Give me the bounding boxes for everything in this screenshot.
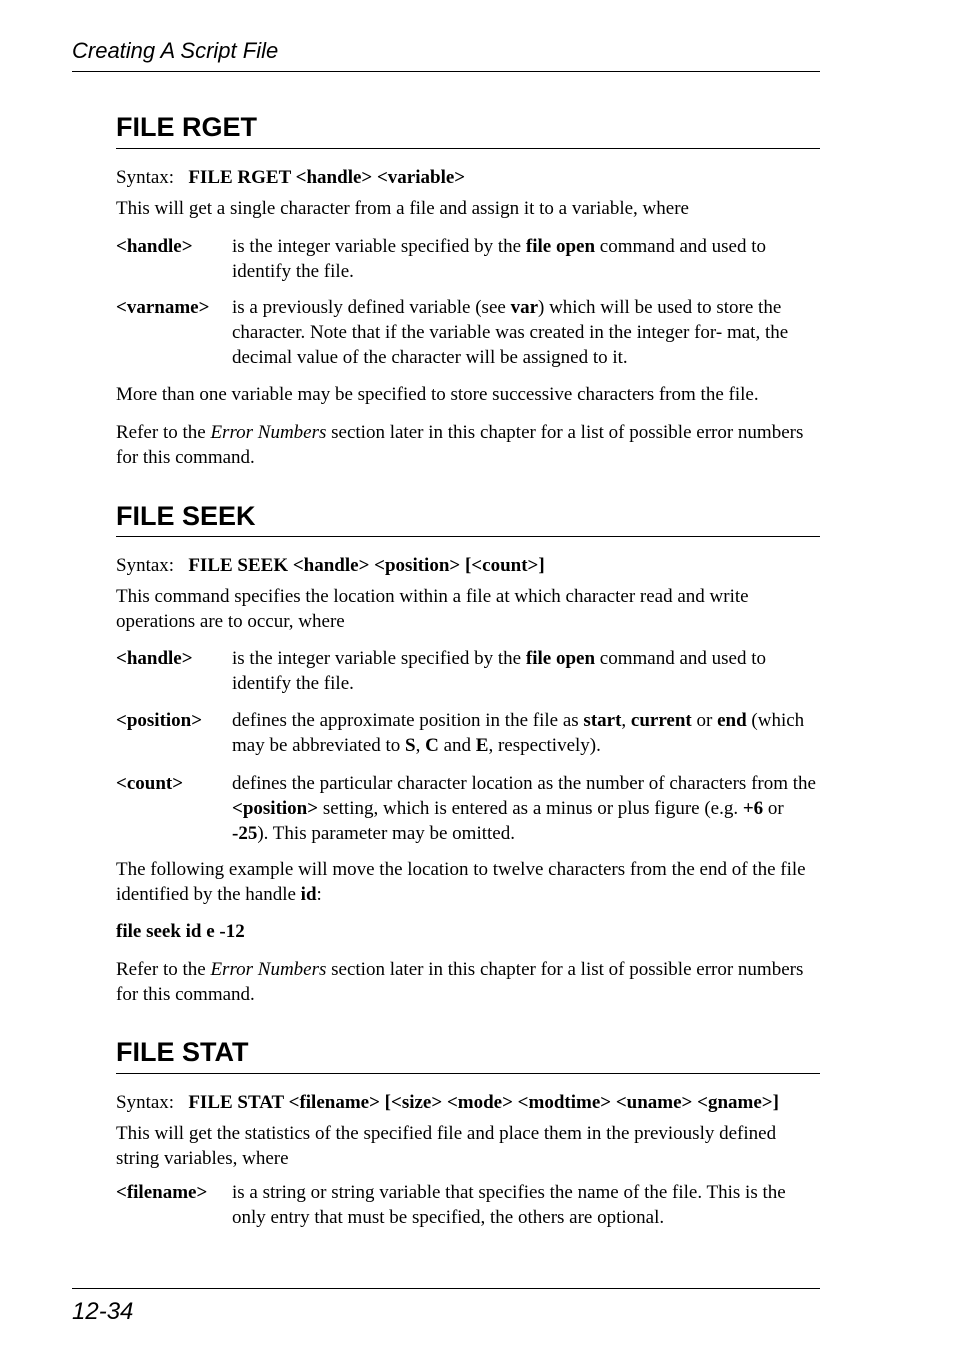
refer-text: Refer to the Error Numbers section later in this chapter for a list of possible error numbers for this command. (116, 959, 804, 1005)
param-description: is a string or string variable that specifies the name of the file. This is the only entry that must be specified, the others are optional. (232, 1182, 786, 1228)
syntax-command: FILE RGET <handle> <variable> (188, 167, 466, 188)
syntax-label: Syntax: (116, 555, 175, 576)
param-description: defines the particular character location as the number of characters from the <position> setting, which is entered as a minus or plus figure (e.g. +6 or -25). This parameter may be omitted. (232, 773, 816, 844)
code-example: file seek id e -12 (116, 921, 245, 942)
page-number: 12-34 (72, 1298, 134, 1325)
header-rule (72, 71, 820, 72)
syntax-label: Syntax: (116, 167, 175, 188)
param-term: <varname> (116, 297, 210, 318)
param-description: is the integer variable specified by the file open command and used to identify the file. (232, 236, 766, 282)
section-rule (116, 148, 820, 149)
syntax-line (116, 166, 465, 190)
footer-rule (72, 1288, 820, 1289)
param-description: is a previously defined variable (see var) which will be used to store the character. Note that if the variable was created in the integer for- mat, the decimal value of the character will be assigned to it. (232, 297, 789, 368)
param-term: <position> (116, 710, 203, 731)
section-title-file-rget: FILE RGET (116, 112, 257, 142)
syntax-label: Syntax: (116, 1092, 175, 1113)
syntax-command: FILE STAT <filename> [<size> <mode> <modtime> <uname> <gname>] (188, 1092, 779, 1113)
body-text: More than one variable may be specified to store successive characters from the file. (116, 384, 759, 405)
param-term: <count> (116, 773, 184, 794)
param-term: <filename> (116, 1182, 208, 1203)
refer-text: Refer to the Error Numbers section later in this chapter for a list of possible error numbers for this command. (116, 422, 804, 468)
syntax-line (116, 554, 545, 578)
intro-text: This will get the statistics of the specified file and place them in the previously defined string variables, where (116, 1123, 777, 1169)
param-description: defines the approximate position in the file as start, current or end (which may be abbreviated to S, C and E, respectively). (232, 710, 805, 756)
param-term: <handle> (116, 236, 193, 257)
section-rule (116, 536, 820, 537)
intro-text: This will get a single character from a file and assign it to a variable, where (116, 198, 689, 219)
section-title-file-stat: FILE STAT (116, 1037, 249, 1067)
section-title-file-seek: FILE SEEK (116, 501, 256, 531)
example-text: The following example will move the location to twelve characters from the end of the file identified by the handle id: (116, 859, 806, 905)
intro-text: This command specifies the location within a file at which character read and write operations are to occur, where (116, 586, 749, 632)
running-header: Creating A Script File (72, 38, 279, 63)
syntax-line (116, 1091, 779, 1115)
param-description: is the integer variable specified by the file open command and used to identify the file. (232, 648, 766, 694)
section-rule (116, 1073, 820, 1074)
syntax-command: FILE SEEK <handle> <position> [<count>] (188, 555, 545, 576)
param-term: <handle> (116, 648, 193, 669)
